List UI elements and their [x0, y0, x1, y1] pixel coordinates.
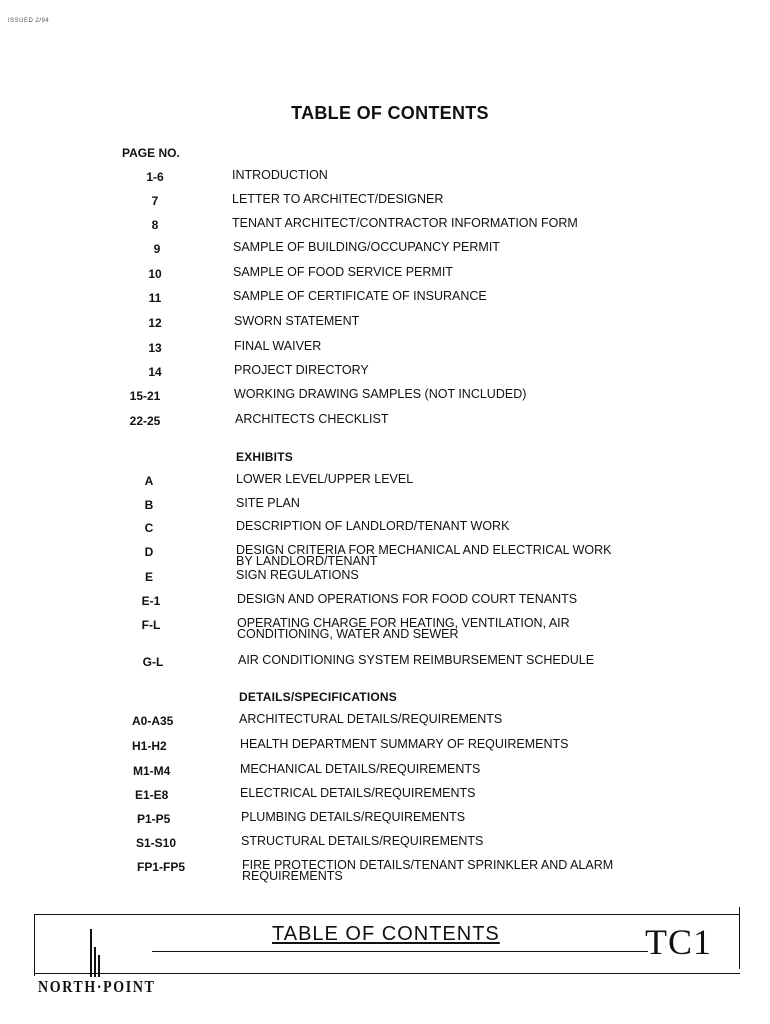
toc-page-number: 14	[148, 365, 162, 379]
toc-entry-text: FINAL WAIVER	[234, 339, 322, 353]
toc-page-number: 7	[151, 194, 159, 208]
logo-wordmark: NORTH·POINT	[38, 977, 156, 996]
footer-sheet-code: TC1	[645, 922, 713, 962]
logo-icon	[86, 929, 106, 977]
frame-top-line	[34, 914, 740, 915]
footer-title-block	[0, 905, 770, 1024]
exhibit-text: AIR CONDITIONING SYSTEM REIMBURSEMENT SCHEDULE	[238, 653, 595, 667]
toc-page-number: 15-21	[129, 389, 161, 403]
toc-entry-text: ARCHITECTS CHECKLIST	[235, 412, 389, 426]
exhibit-text: OPERATING CHARGE FOR HEATING, VENTILATION, AIR	[237, 616, 570, 630]
detail-text: PLUMBING DETAILS/REQUIREMENTS	[241, 810, 466, 824]
detail-text-continued: REQUIREMENTS	[242, 869, 343, 883]
detail-text: HEALTH DEPARTMENT SUMMARY OF REQUIREMENTS	[240, 737, 569, 751]
toc-entry-text: SAMPLE OF CERTIFICATE OF INSURANCE	[233, 289, 487, 303]
detail-text: MECHANICAL DETAILS/REQUIREMENTS	[240, 762, 481, 776]
detail-code: H1-H2	[132, 739, 167, 753]
toc-entry-text: INTRODUCTION	[232, 168, 328, 182]
toc-page-number: 8	[151, 218, 159, 232]
exhibit-text-continued: BY LANDLORD/TENANT	[236, 554, 378, 568]
detail-code: A0-A35	[132, 714, 174, 728]
exhibit-letter: B	[144, 498, 154, 512]
exhibit-text: DESIGN CRITERIA FOR MECHANICAL AND ELECTRICAL WORK	[236, 543, 612, 557]
toc-page-number: 13	[148, 341, 162, 355]
footer-title: TABLE OF CONTENTS	[272, 923, 500, 945]
exhibit-letter: E-1	[141, 594, 161, 608]
detail-text: STRUCTURAL DETAILS/REQUIREMENTS	[241, 834, 484, 848]
footer-rule	[152, 951, 648, 952]
exhibit-text: SIGN REGULATIONS	[236, 568, 359, 582]
detail-text: ARCHITECTURAL DETAILS/REQUIREMENTS	[239, 712, 503, 726]
exhibit-letter: E	[144, 570, 153, 584]
toc-entry-text: PROJECT DIRECTORY	[234, 363, 369, 377]
toc-entry-text: LETTER TO ARCHITECT/DESIGNER	[232, 192, 444, 206]
exhibit-text-continued: CONDITIONING, WATER AND SEWER	[237, 627, 459, 641]
toc-entry-text: TENANT ARCHITECT/CONTRACTOR INFORMATION FORM	[232, 216, 578, 230]
exhibits-header: EXHIBITS	[236, 450, 293, 464]
frame-bottom-line	[34, 973, 740, 974]
toc-entry-text: SAMPLE OF FOOD SERVICE PERMIT	[233, 265, 453, 279]
exhibit-letter: G-L	[142, 655, 164, 669]
toc-entry-text: SAMPLE OF BUILDING/OCCUPANCY PERMIT	[233, 240, 500, 254]
detail-text: FIRE PROTECTION DETAILS/TENANT SPRINKLER AND ALARM	[242, 858, 614, 872]
detail-text: ELECTRICAL DETAILS/REQUIREMENTS	[240, 786, 476, 800]
toc-page-number: 9	[153, 242, 161, 256]
toc-page-number: 12	[148, 316, 162, 330]
detail-code: FP1-FP5	[137, 860, 186, 874]
page-no-header: PAGE NO.	[122, 146, 180, 160]
toc-page-number: 10	[148, 267, 162, 281]
exhibit-letter: F-L	[141, 618, 161, 632]
exhibit-text: DESCRIPTION OF LANDLORD/TENANT WORK	[236, 519, 510, 533]
exhibit-text: DESIGN AND OPERATIONS FOR FOOD COURT TENANTS	[237, 592, 578, 606]
frame-left-line	[34, 914, 35, 976]
toc-page-number: 22-25	[129, 414, 161, 428]
exhibit-text: LOWER LEVEL/UPPER LEVEL	[236, 472, 414, 486]
exhibit-letter: D	[144, 545, 154, 559]
toc-entry-text: SWORN STATEMENT	[234, 314, 360, 328]
toc-page-number: 11	[148, 291, 162, 305]
detail-code: S1-S10	[136, 836, 177, 850]
detail-code: E1-E8	[135, 788, 169, 802]
detail-code: P1-P5	[137, 812, 171, 826]
exhibit-letter: A	[144, 474, 154, 488]
detail-code: M1-M4	[133, 764, 171, 778]
toc-page-number: 1-6	[146, 170, 164, 184]
toc-entry-text: WORKING DRAWING SAMPLES (NOT INCLUDED)	[234, 387, 527, 401]
page-title: TABLE OF CONTENTS	[291, 103, 489, 123]
corner-mark: ISSUED 2/94	[8, 18, 50, 24]
details-header: DETAILS/SPECIFICATIONS	[239, 690, 397, 704]
exhibit-text: SITE PLAN	[236, 496, 300, 510]
exhibit-letter: C	[144, 521, 154, 535]
frame-right-line	[739, 907, 740, 969]
